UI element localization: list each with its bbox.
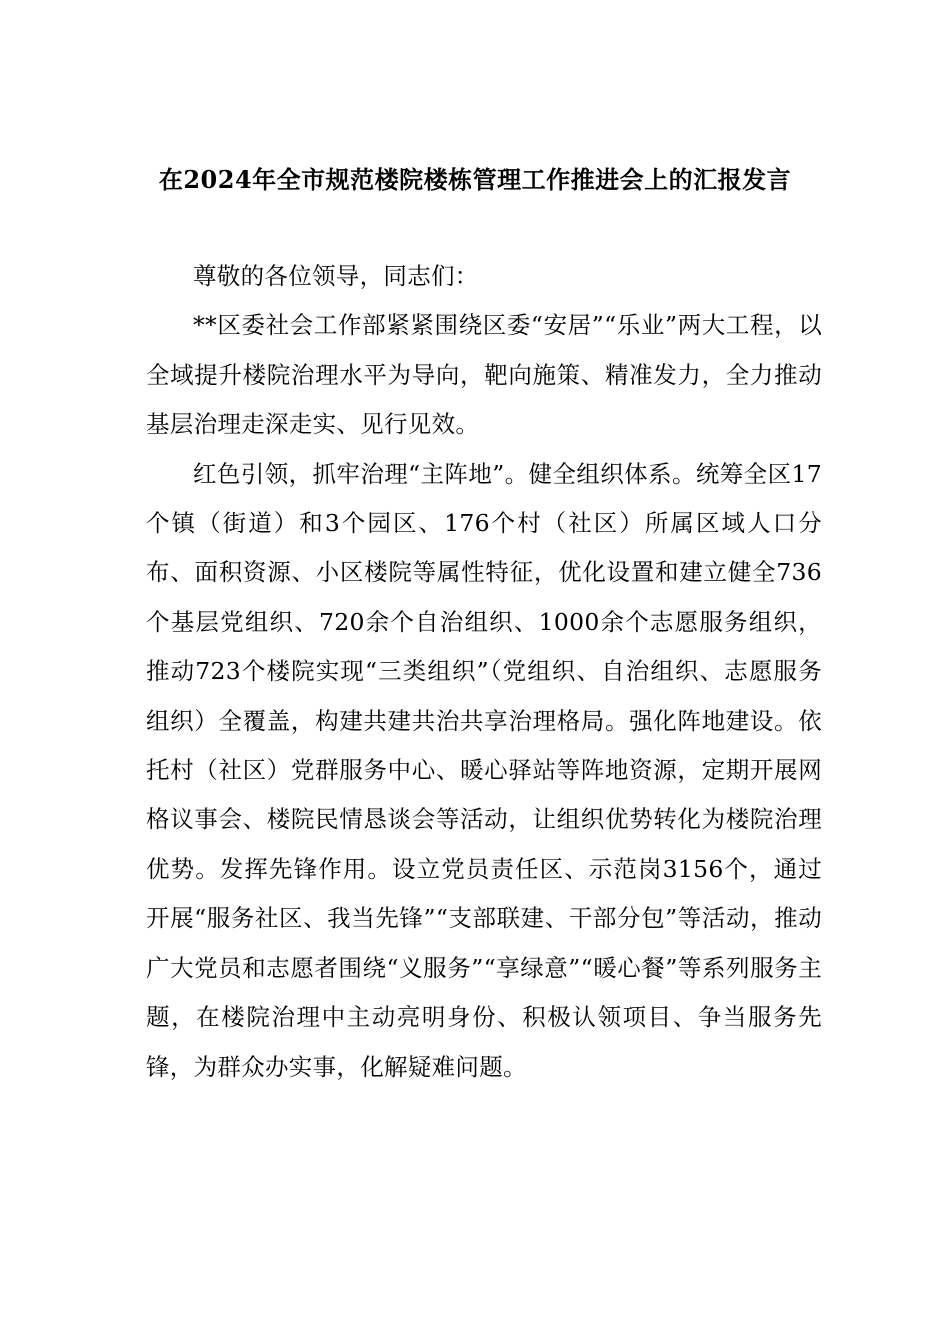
document-body (146, 252, 822, 1092)
paragraph-intro: **区委社会工作部紧紧围绕区委“安居”“乐业”两大工程，以全域提升楼院治理水平为导向，靶向施策、精准发力，全力推动基层治理走深走实、见行见效。 (146, 311, 822, 439)
paragraph-salutation: 尊敬的各位领导，同志们： (193, 262, 479, 290)
document-title: 在2024年全市规范楼院楼栋管理工作推进会上的汇报发言 (158, 165, 792, 194)
paragraph-red-leadership: 红色引领，抓牢治理“主阵地”。健全组织体系。统筹全区17个镇（街道）和3个园区、176个村（社区）所属区域人口分布、面积资源、小区楼院等属性特征，优化设置和建立健全736个基层党组织、720余个自治组织、1000余个志愿服务组织，推动723个楼院实现“三类组织”（党组织、自治组织、志愿服务组织）全覆盖，构建共建共治共享治理格局。强化阵地建设。依托村（社区）党群服务中心、暖心驿站等阵地资源，定期开展网格议事会、楼院民情恳谈会等活动，让组织优势转化为楼院治理优势。发挥先锋作用。设立党员责任区、示范岗3156个，通过开展“服务社区、我当先锋”“支部联建、干部分包”等活动，推动广大党员和志愿者围绕“义服务”“享绿意”“暖心餐”等系列服务主题，在楼院治理中主动亮明身份、积极认领项目、争当服务先锋，为群众办实事，化解疑难问题。 (146, 459, 822, 1081)
